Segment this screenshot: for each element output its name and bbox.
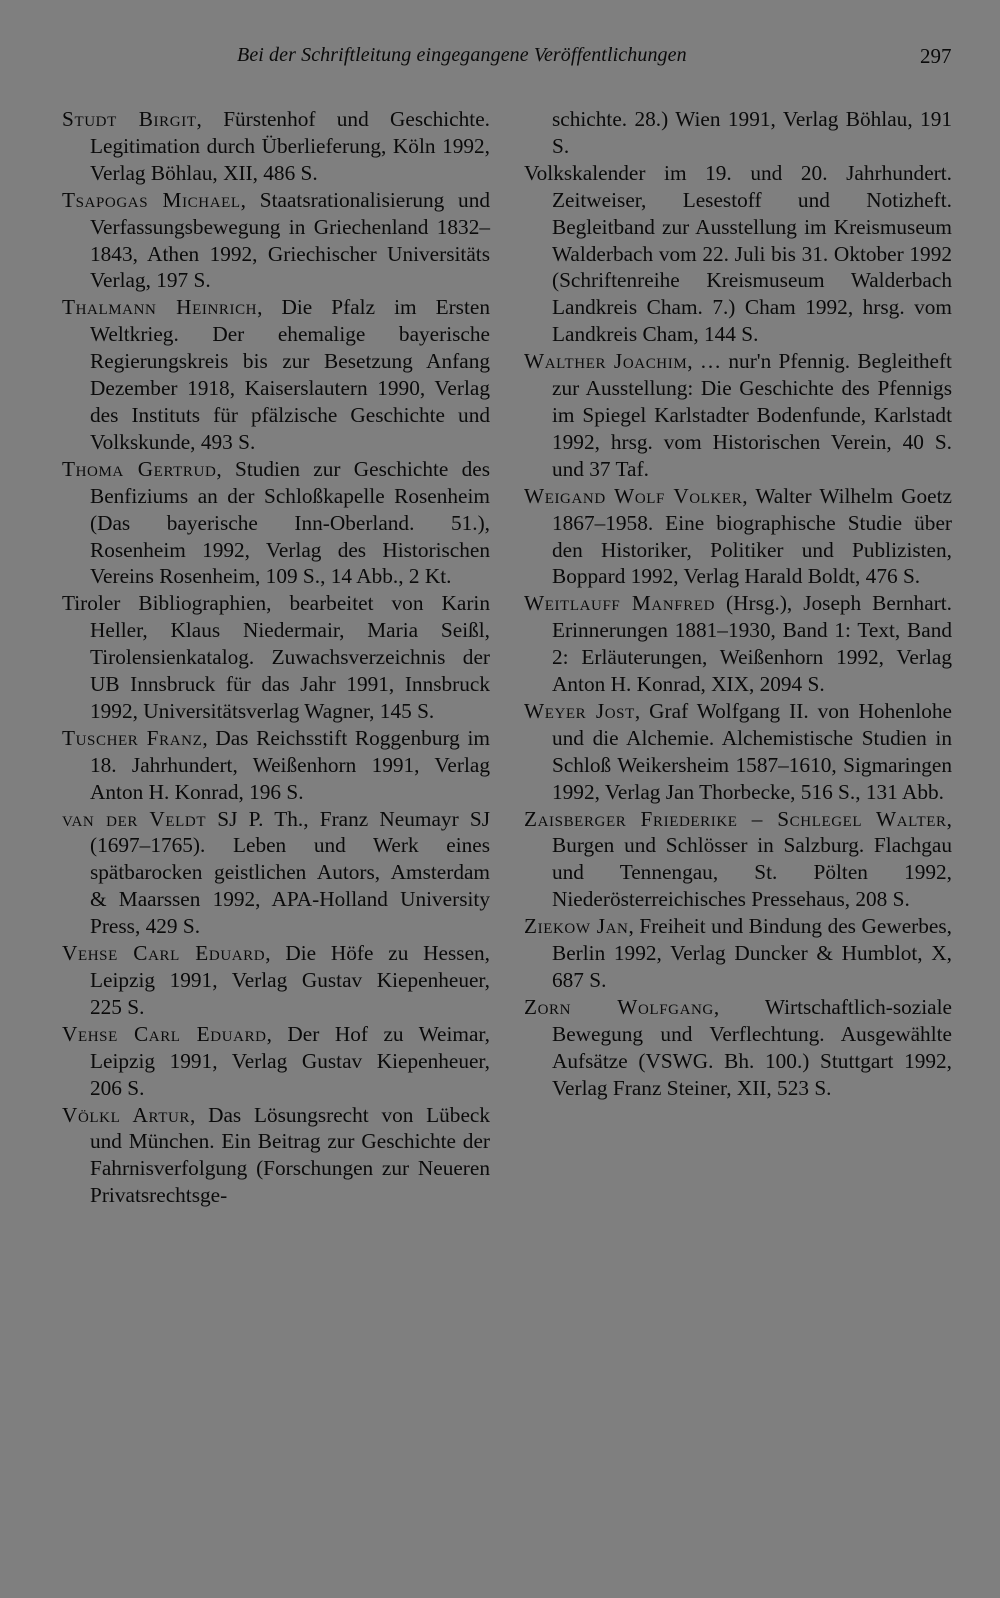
bibliography-entry [62,940,490,1021]
entry-text: , Die Pfalz im Ersten Weltkrieg. Der ehemalige bayerische Regierungskreis bis zur Besetzung Anfang Dezember 1918, Kaiserslautern 1990, Verlag des Instituts für pfälzische Geschichte und Volkskunde, 493 S. [90,295,490,454]
entry-text: (Hrsg.), Joseph Bernhart. Erinnerungen 1881–1930, Band 1: Text, Band 2: Erläuterungen, Weißenhorn 1992, Verlag Anton H. Konrad, XIX, 2094 S. [552,591,952,697]
bibliography-entry [524,106,952,160]
entry-author: van der Veldt [62,806,207,831]
entry-text: Volkskalender im 19. und 20. Jahrhundert. Zeitweiser, Lesestoff und Notizheft. Begleitband zur Ausstellung im Kreismuseum Walderbach vom 22. Juli bis 31. Oktober 1992 (Schriftenreihe Kreismuseum Walderbach Landkreis Cham. 7.) Cham 1992, hrsg. vom Landkreis Cham, 144 S. [524,160,952,347]
bibliography-entry [62,187,490,295]
entry-text: schichte. 28.) Wien 1991, Verlag Böhlau, 191 S. [552,107,952,158]
bibliography-entry [62,590,490,725]
bibliography-entry [524,348,952,483]
entry-text: , Walter Wilhelm Goetz 1867–1958. Eine biographische Studie über den Historiker, Politiker und Publizisten, Boppard 1992, Verlag Harald Boldt, 476 S. [552,483,952,589]
entry-text: , Die Höfe zu Hessen, Leipzig 1991, Verlag Gustav Kiepenheuer, 225 S. [90,941,490,1019]
entry-author: Walther Joachim [524,349,688,374]
entry-author: Tuscher Franz [62,725,203,750]
entry-author: Studt Birgit [62,107,197,131]
entry-text: , Staatsrationalisierung und Verfassungsbewegung in Griechenland 1832–1843, Athen 1992, Griechischer Universitäts Verlag, 197 S. [90,187,491,293]
entry-text: , Das Lösungsrecht von Lübeck und München. Ein Beitrag zur Geschichte der Fahrnisverfolgung (Forschungen zur Neueren Privatsrechtsge- [90,1102,490,1208]
entry-author: Thoma Gertrud [62,456,217,481]
bibliography-entry [62,806,490,941]
entry-author: Vehse Carl Eduard [62,1021,267,1046]
entry-author: Zaisberger Friederike – Schlegel Walter [524,806,947,831]
bibliography-entry [524,160,952,348]
entry-text: Tiroler Bibliographien, bearbeitet von Karin Heller, Klaus Niedermair, Maria Seißl, Tirolensienkatalog. Zuwachsverzeichnis der UB Innsbruck für das Jahr 1991, Innsbruck 1992, Universitätsverlag Wagner, 145 S. [62,591,490,723]
entry-author: Zorn Wolfgang [524,994,714,1019]
entry-author: Weyer Jost [524,698,635,723]
entry-author: Thalmann Heinrich [62,295,258,320]
entry-text: , Das Reichsstift Roggenburg im 18. Jahrhundert, Weißenhorn 1991, Verlag Anton H. Konrad, 196 S. [90,725,490,804]
entry-author: Weitlauff Manfred [524,591,716,616]
right-column [524,106,952,1102]
bibliography-entry [524,590,952,698]
page-number: 297 [920,44,952,68]
bibliography-entry [62,1021,490,1102]
entry-text: , Der Hof zu Weimar, Leipzig 1991, Verlag Gustav Kiepenheuer, 206 S. [90,1021,490,1100]
entry-author: Ziekow Jan [524,914,629,939]
bibliography-entry [62,725,490,806]
entry-author: Tsapogas Michael [62,187,241,212]
running-header: Bei der Schriftleitung eingegangene Veröffentlichungen [237,44,687,66]
bibliography-entry [524,698,952,806]
entry-text: , Graf Wolfgang II. von Hohenlohe und die Alchemie. Alchemistische Studien in Schloß Weikersheim 1587–1610, Sigmaringen 1992, Verlag Jan Thorbecke, 516 S., 131 Abb. [552,698,952,804]
entry-author: Völkl Artur [62,1102,191,1127]
entry-text: , Studien zur Geschichte des Benfiziums an der Schloßkapelle Rosenheim (Das bayerische Inn-Oberland. 51.), Rosenheim 1992, Verlag des Historischen Vereins Rosenheim, 109 S., 14 Abb., 2 Kt. [90,456,491,589]
entry-text: , Fürstenhof und Geschichte. Legitimation durch Überlieferung, Köln 1992, Verlag Böhlau, XII, 486 S. [90,107,490,185]
entry-text: , … nur'n Pfennig. Begleitheft zur Ausstellung: Die Geschichte des Pfennigs im Spiegel Karlstadter Bodenfunde, Karlstadt 1992, hrsg. vom Historischen Verein, 40 S. und 37 Taf. [552,349,952,481]
entry-author: Weigand Wolf Volker [524,483,743,508]
entry-text: , Freiheit und Bindung des Gewerbes, Berlin 1992, Verlag Duncker & Humblot, X, 687 S. [552,914,952,992]
bibliography-entry [524,806,952,914]
bibliography-entry [62,456,490,591]
left-column [62,106,490,1209]
bibliography-entry [62,106,490,187]
bibliography-entry [524,994,952,1102]
bibliography-entry [524,913,952,994]
entry-author: Vehse Carl Eduard [62,941,266,966]
entry-text: , Burgen und Schlösser in Salzburg. Flachgau und Tennengau, St. Pölten 1992, Niederösterreichisches Pressehaus, 208 S. [552,806,952,912]
entry-text: SJ P. Th., Franz Neumayr SJ (1697–1765). Leben und Werk eines spätbarocken geistlichen Autors, Amsterdam & Maarssen 1992, APA-Holland University Press, 429 S. [90,806,490,939]
bibliography-entry [62,294,490,455]
bibliography-entry [62,1102,490,1210]
bibliography-entry [524,483,952,591]
entry-text: , Wirtschaftlich-soziale Bewegung und Verflechtung. Ausgewählte Aufsätze (VSWG. Bh. 100.) Stuttgart 1992, Verlag Franz Steiner, XII, 523 S. [552,994,952,1100]
